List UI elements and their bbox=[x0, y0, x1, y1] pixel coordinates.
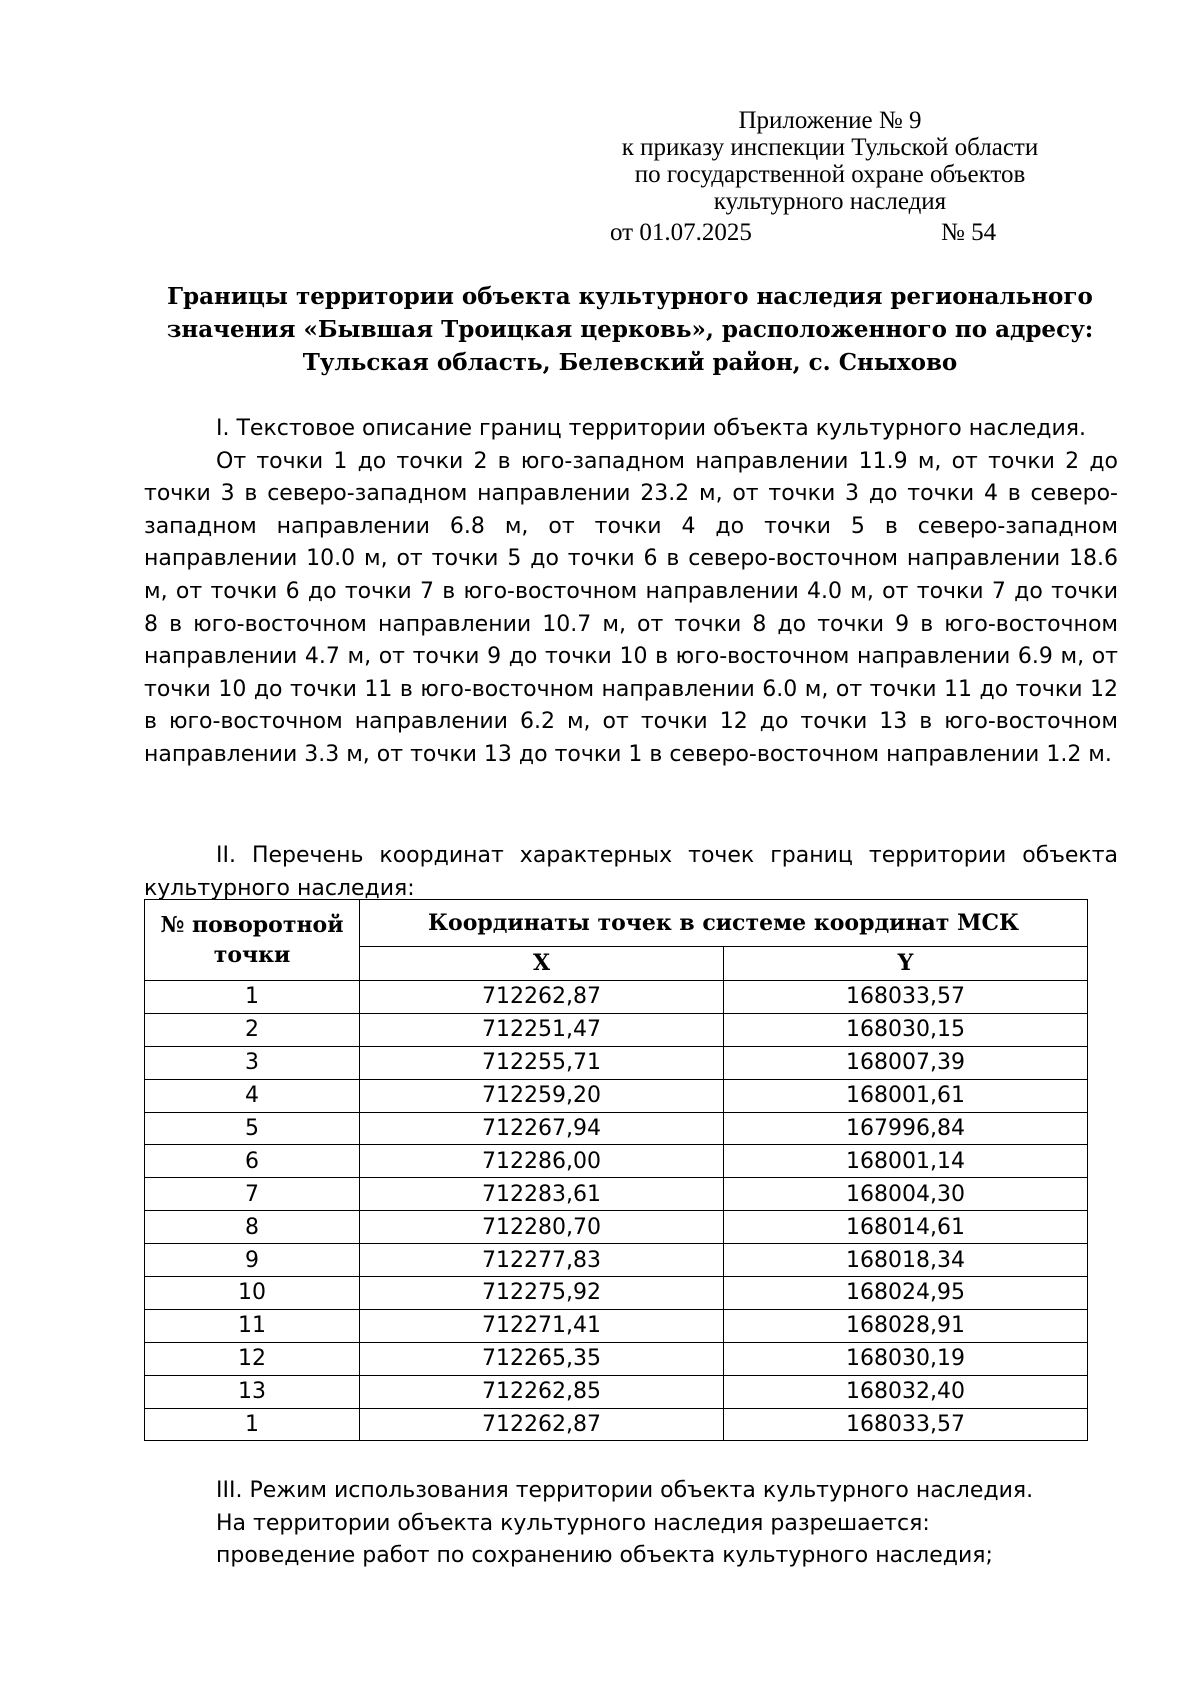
cell-x: 712262,87 bbox=[360, 981, 724, 1014]
cell-point: 3 bbox=[145, 1046, 360, 1079]
column-header-x: X bbox=[360, 946, 724, 980]
cell-point: 11 bbox=[145, 1309, 360, 1342]
appendix-header bbox=[555, 107, 1105, 215]
cell-x: 712251,47 bbox=[360, 1013, 724, 1046]
appendix-line: Приложение № 9 bbox=[738, 107, 922, 134]
cell-y: 168030,15 bbox=[723, 1013, 1087, 1046]
cell-point: 8 bbox=[145, 1211, 360, 1244]
cell-point: 1 bbox=[145, 1408, 360, 1441]
cell-point: 13 bbox=[145, 1375, 360, 1408]
table-row bbox=[145, 1408, 1088, 1441]
column-header-point: № поворотной точки bbox=[145, 900, 360, 981]
order-date: от 01.07.2025 bbox=[610, 219, 752, 246]
cell-point: 5 bbox=[145, 1112, 360, 1145]
cell-y: 168007,39 bbox=[723, 1046, 1087, 1079]
coordinates-table bbox=[144, 899, 1088, 1441]
title-line: Границы территории объекта культурного наследия регионального bbox=[167, 283, 1093, 310]
cell-y: 168030,19 bbox=[723, 1342, 1087, 1375]
cell-x: 712277,83 bbox=[360, 1244, 724, 1277]
table-row bbox=[145, 1112, 1088, 1145]
table-row bbox=[145, 1309, 1088, 1342]
cell-x: 712265,35 bbox=[360, 1342, 724, 1375]
cell-x: 712255,71 bbox=[360, 1046, 724, 1079]
table-row bbox=[145, 981, 1088, 1014]
cell-point: 6 bbox=[145, 1145, 360, 1178]
table-row bbox=[145, 1342, 1088, 1375]
cell-y: 168033,57 bbox=[723, 981, 1087, 1014]
cell-y: 168001,14 bbox=[723, 1145, 1087, 1178]
table-row bbox=[145, 1145, 1088, 1178]
table-row bbox=[145, 1079, 1088, 1112]
order-line bbox=[0, 218, 1200, 248]
section3-line: проведение работ по сохранению объекта культурного наследия; bbox=[216, 1543, 993, 1569]
cell-point: 10 bbox=[145, 1277, 360, 1310]
cell-x: 712271,41 bbox=[360, 1309, 724, 1342]
cell-x: 712262,85 bbox=[360, 1375, 724, 1408]
cell-y: 168018,34 bbox=[723, 1244, 1087, 1277]
table-row bbox=[145, 1277, 1088, 1310]
section3-heading: III. Режим использования территории объекта культурного наследия. bbox=[216, 1478, 1034, 1503]
table-row bbox=[145, 1211, 1088, 1244]
table-row bbox=[145, 1178, 1088, 1211]
document-title bbox=[120, 280, 1140, 379]
coordinates-table-body bbox=[145, 981, 1088, 1441]
table-row bbox=[145, 1013, 1088, 1046]
cell-y: 168014,61 bbox=[723, 1211, 1087, 1244]
section2-heading: II. Перечень координат характерных точек границ территории объекта культурного наследия: bbox=[144, 843, 1118, 901]
cell-point: 7 bbox=[145, 1178, 360, 1211]
cell-x: 712267,94 bbox=[360, 1112, 724, 1145]
appendix-line: к приказу инспекции Тульской области bbox=[621, 134, 1039, 161]
cell-point: 9 bbox=[145, 1244, 360, 1277]
cell-y: 167996,84 bbox=[723, 1112, 1087, 1145]
order-number: № 54 bbox=[941, 219, 997, 246]
cell-x: 712275,92 bbox=[360, 1277, 724, 1310]
section1-text: От точки 1 до точки 2 в юго-западном направлении 11.9 м, от точки 2 до точки 3 в северо-западном направлении 23.2 м, от точки 3 до точки 4 в северо-западном направлении 6.8 м, от точки 4 до точки 5 в северо-западном направлении 10.0 м, от точки 5 до точки 6 в северо-восточном направлении 18.6 м, от точки 6 до точки 7 в юго-восточном направлении 4.0 м, от точки 7 до точки 8 в юго-восточном направлении 10.7 м, от точки 8 до точки 9 в юго-восточном направлении 4.7 м, от точки 9 до точки 10 в юго-восточном направлении 6.9 м, от точки 10 до точки 11 в юго-восточном направлении 6.0 м, от точки 11 до точки 12 в юго-восточном направлении 6.2 м, от точки 12 до точки 13 в юго-восточном направлении 3.3 м, от точки 13 до точки 1 в северо-восточном направлении 1.2 м. bbox=[144, 448, 1118, 767]
cell-y: 168032,40 bbox=[723, 1375, 1087, 1408]
table-row bbox=[145, 1244, 1088, 1277]
cell-x: 712286,00 bbox=[360, 1145, 724, 1178]
column-header-y: Y bbox=[723, 946, 1087, 980]
section3-line: На территории объекта культурного наследия разрешается: bbox=[216, 1510, 930, 1536]
cell-x: 712280,70 bbox=[360, 1211, 724, 1244]
cell-point: 12 bbox=[145, 1342, 360, 1375]
section-usage-regime bbox=[144, 1475, 1118, 1573]
cell-y: 168004,30 bbox=[723, 1178, 1087, 1211]
cell-y: 168001,61 bbox=[723, 1079, 1087, 1112]
section-text-description bbox=[144, 413, 1118, 772]
table-row bbox=[145, 1046, 1088, 1079]
table-row bbox=[145, 1375, 1088, 1408]
title-line: Тульская область, Белевский район, с. Сныхово bbox=[302, 349, 958, 376]
appendix-line: культурного наследия bbox=[713, 188, 947, 215]
title-line: значения «Бывшая Троицкая церковь», расположенного по адресу: bbox=[166, 316, 1094, 343]
cell-y: 168024,95 bbox=[723, 1277, 1087, 1310]
section-coordinates bbox=[144, 840, 1118, 905]
cell-x: 712262,87 bbox=[360, 1408, 724, 1441]
section1-heading: I. Текстовое описание границ территории объекта культурного наследия. bbox=[216, 416, 1087, 441]
cell-point: 4 bbox=[145, 1079, 360, 1112]
cell-y: 168028,91 bbox=[723, 1309, 1087, 1342]
cell-x: 712259,20 bbox=[360, 1079, 724, 1112]
cell-point: 1 bbox=[145, 981, 360, 1014]
cell-y: 168033,57 bbox=[723, 1408, 1087, 1441]
cell-point: 2 bbox=[145, 1013, 360, 1046]
cell-x: 712283,61 bbox=[360, 1178, 724, 1211]
column-header-coords: Координаты точек в системе координат МСК bbox=[360, 900, 1088, 947]
appendix-line: по государственной охране объектов bbox=[634, 161, 1026, 188]
